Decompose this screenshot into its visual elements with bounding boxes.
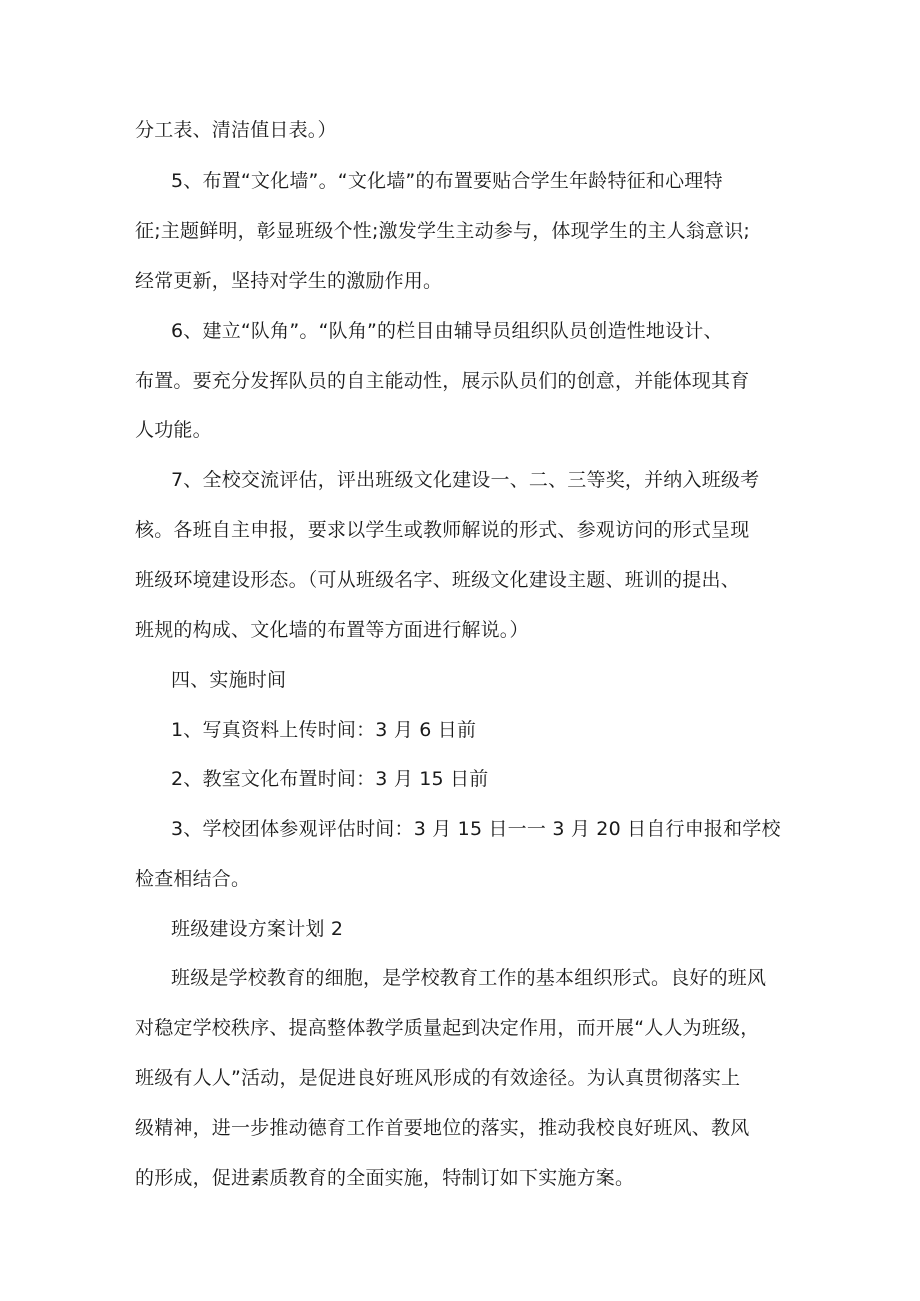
text-line: 的形成，促进素质教育的全面实施，特制订如下实施方案。	[135, 1167, 635, 1189]
text-line: 人功能。	[135, 419, 212, 441]
text-line: 检查相结合。	[135, 868, 251, 890]
text-line: 1、写真资料上传时间：3 月 6 日前	[171, 719, 477, 741]
text-line: 6、建立“队角”。“队角”的栏目由辅导员组织队员创造性地设计、	[171, 320, 723, 342]
text-line: 核。各班自主申报，要求以学生或教师解说的形式、参观访问的形式呈现	[135, 519, 750, 541]
text-line: 征;主题鲜明，彰显班级个性;激发学生主动参与，体现学生的主人翁意识;	[135, 220, 751, 242]
text-line: 分工表、清洁值日表。）	[135, 119, 337, 141]
text-line: 班规的构成、文化墙的布置等方面进行解说。）	[135, 619, 529, 641]
text-line: 级精神，进一步推动德育工作首要地位的落实，推动我校良好班风、教风	[135, 1117, 750, 1139]
text-line: 班级有人人”活动，是促进良好班风形成的有效途径。为认真贯彻落实上	[135, 1067, 741, 1089]
text-line: 班级是学校教育的细胞，是学校教育工作的基本组织形式。良好的班风	[171, 967, 767, 989]
text-line: 班级环境建设形态。（可从班级名字、班级文化建设主题、班训的提出、	[135, 569, 740, 591]
text-line: 5、布置“文化墙”。“文化墙”的布置要贴合学生年龄特征和心理特	[171, 170, 723, 192]
text-line: 7、全校交流评估，评出班级文化建设一、二、三等奖，并纳入班级考	[171, 469, 760, 491]
section-title: 班级建设方案计划 2	[171, 918, 344, 940]
section-heading: 四、实施时间	[171, 669, 287, 691]
text-line: 布置。要充分发挥队员的自主能动性，展示队员们的创意，并能体现其育	[135, 370, 750, 392]
text-line: 对稳定学校秩序、提高整体教学质量起到决定作用，而开展“人人为班级，	[135, 1017, 760, 1039]
text-line: 2、教室文化布置时间：3 月 15 日前	[171, 768, 489, 790]
text-line: 3、学校团体参观评估时间：3 月 15 日一一 3 月 20 日自行申报和学校	[171, 818, 781, 840]
text-line: 经常更新，坚持对学生的激励作用。	[135, 270, 443, 292]
